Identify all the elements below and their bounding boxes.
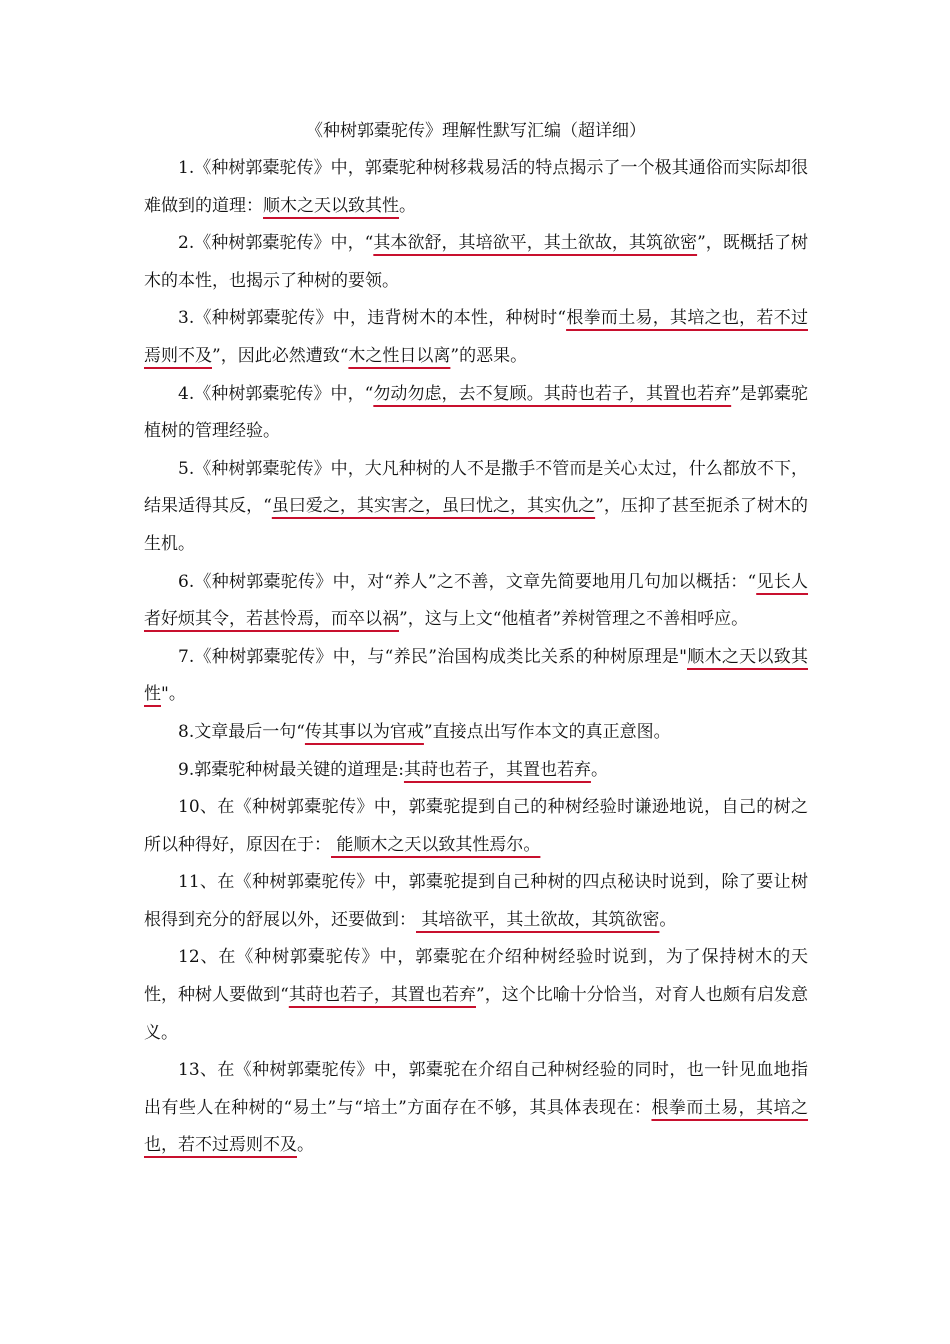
item-text: 1.《种树郭橐驼传》中，郭橐驼种树移栽易活的特点揭示了一个极其通俗而实际却很难做到的道理： <box>144 158 808 216</box>
item-text: 5.《种树郭橐驼传》中，大凡种树的人不是撒手不管而是关心太过，什么都放不下，结果适得其反，“ <box>144 458 808 517</box>
item-text: ”，既概括了树木的本性，也揭示了种树的要领。 <box>144 233 808 291</box>
answer-underlined: 见长人者好烦其令，若甚怜焉，而卒以祸 <box>144 571 809 630</box>
answer-underlined: 其莳也若子，其置也若弃 <box>288 985 476 1006</box>
item-text: 13、在《种树郭橐驼传》中，郭橐驼在介绍自己种树经验的同时，也一针见血地指出有些人在种树的“易土”与“培土”方面存在不够，其具体表现在： <box>144 1060 808 1118</box>
answer-underlined: 根拳而土易，其培之也，若不过焉则不及 <box>144 1097 809 1156</box>
list-item <box>144 789 808 864</box>
item-text: 8.文章最后一句“ <box>178 721 305 742</box>
item-text: 。 <box>297 1135 314 1156</box>
item-text: ”，压抑了甚至扼杀了树木的生机。 <box>144 496 808 554</box>
item-text: "。 <box>161 684 186 705</box>
answer-underlined: 其莳也若子，其置也若弃 <box>403 759 591 780</box>
list-item <box>144 864 808 939</box>
item-text: ”是郭橐驼植树的管理经验。 <box>144 383 808 442</box>
answer-underlined: 传其事以为官戒 <box>304 721 424 742</box>
answer-underlined: 顺木之天以致其性 <box>144 646 809 705</box>
list-item <box>144 376 808 451</box>
document-title: 《种树郭橐驼传》理解性默写汇编（超详细） <box>306 121 646 141</box>
item-text: 10、在《种树郭橐驼传》中，郭橐驼提到自己的种树经验时谦逊地说，自己的树之所以种得好，原因在于： <box>144 797 808 855</box>
item-text: ”直接点出写作本文的真正意图。 <box>423 721 671 742</box>
answer-underlined: 其培欲平，其土欲故，其筑欲密 <box>416 909 660 930</box>
document-page <box>144 112 808 1165</box>
list-item <box>144 300 808 375</box>
list-item <box>144 939 808 1052</box>
answer-underlined: 顺木之天以致其性 <box>263 195 399 216</box>
answer-underlined: 其本欲舒，其培欲平，其土欲故，其筑欲密 <box>373 233 698 254</box>
item-text: ”的恶果。 <box>450 345 528 366</box>
list-item <box>144 752 808 790</box>
answer-underlined: 木之性日以离 <box>348 345 451 366</box>
item-text: 9.郭橐驼种树最关键的道理是: <box>178 759 404 780</box>
answer-underlined: 根拳而土易，其培之也，若不过焉则不及 <box>144 308 808 366</box>
item-text: 2.《种树郭橐驼传》中，“ <box>178 233 374 254</box>
item-text: 3.《种树郭橐驼传》中，违背树木的本性，种树时“ <box>178 308 567 329</box>
item-text: 。 <box>659 909 677 930</box>
item-text: 。 <box>399 195 416 216</box>
item-text: ”，这个比喻十分恰当，对育人也颇有启发意义。 <box>144 985 808 1043</box>
list-item <box>144 1052 808 1165</box>
list-item <box>144 564 808 639</box>
list-item <box>144 451 808 564</box>
list-item <box>144 639 808 714</box>
answer-underlined: 能顺木之天以致其性焉尔。 <box>331 834 541 855</box>
item-text: 。 <box>590 759 608 780</box>
answer-underlined: 勿动勿虑，去不复顾。其莳也若子，其置也若弃 <box>373 383 732 404</box>
item-text: ”，这与上文“他植者”养树管理之不善相呼应。 <box>399 609 749 630</box>
item-text: 6.《种树郭橐驼传》中，对“养人”之不善，文章先简要地用几句加以概括：“ <box>178 571 757 592</box>
answer-underlined: 虽曰爱之，其实害之，虽曰忧之，其实仇之 <box>271 496 596 517</box>
list-item <box>144 714 808 752</box>
item-text: 11、在《种树郭橐驼传》中，郭橐驼提到自己种树的四点秘诀时说到，除了要让树根得到充分的舒展以外，还要做到： <box>144 872 808 930</box>
list-item <box>144 150 808 225</box>
item-text: 12、在《种树郭橐驼传》中，郭橐驼在介绍种树经验时说到，为了保持树木的天性，种树人要做到“ <box>144 947 808 1006</box>
item-text: 7.《种树郭橐驼传》中，与“养民”治国构成类比关系的种树原理是" <box>178 646 687 667</box>
item-text: ”，因此必然遭致“ <box>212 345 349 366</box>
item-text: 4.《种树郭橐驼传》中，“ <box>178 383 374 404</box>
list-item <box>144 225 808 300</box>
